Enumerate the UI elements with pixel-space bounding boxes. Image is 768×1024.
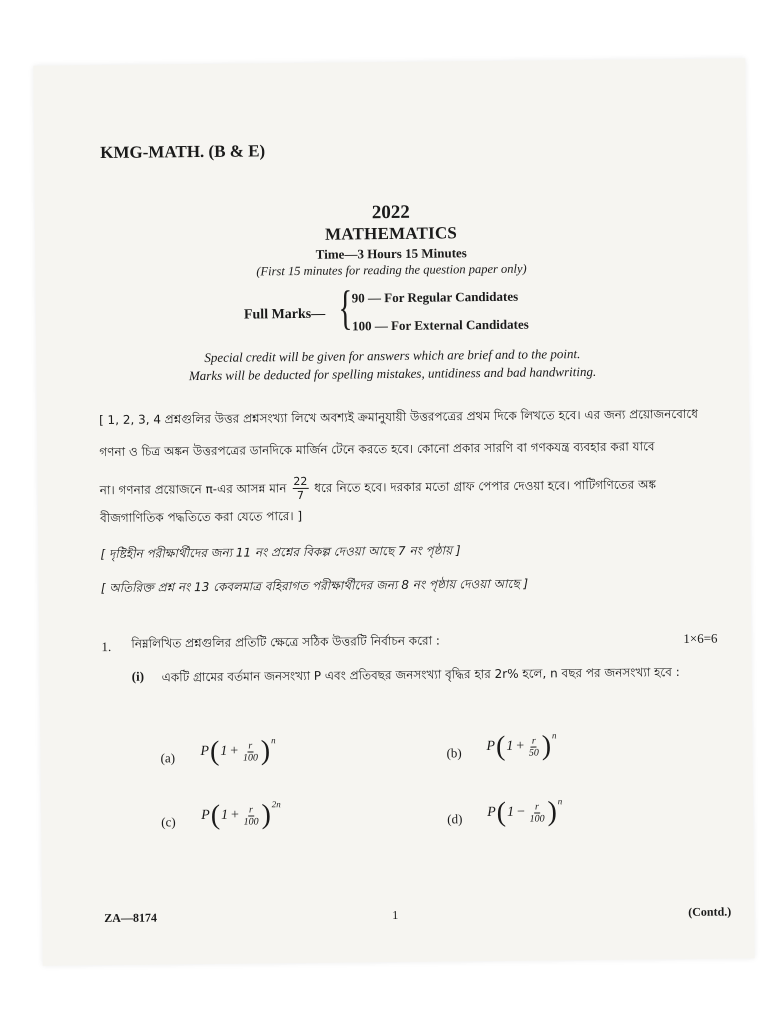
fraction-denominator: 100 xyxy=(242,751,258,764)
option-b-formula xyxy=(486,732,556,761)
formula-one: 1 xyxy=(506,804,515,820)
instruction-line-3-end: ধরে নিতে হবে। দরকার মতো গ্রাফ পেপার দেওয়া হবে। পাটিগণিতের অঙ্ক xyxy=(314,477,657,496)
instruction-line-1: [ 1, 2, 3, 4 প্রশ্নগুলির উত্তর প্রশ্নসংখ্যা লিখে অবশ্যই ক্রমানুযায়ী উত্তরপত্রের প্রথম দিকে লিখতে হবে। এর জন্য প্রয়োজনবোধে xyxy=(98,406,698,428)
full-marks-label: Full Marks— xyxy=(243,306,326,323)
paren-close: ) xyxy=(261,799,271,831)
instruction-line-2: গণনা ও চিত্র অঙ্কন উত্তরপত্রের ডানদিকে মার্জিন টেনে করতে হবে। কোনো প্রকার সারণি বা গণকযন্ত্র ব্যবহার করা যাবে xyxy=(99,439,655,460)
external-candidates-note: [ অতিরিক্ত প্রশ্ন নং 13 কেবলমাত্র বহিরাগত পরীক্ষার্থীদের জন্য 8 নং পৃষ্ঠায় দেওয়া আছে ] xyxy=(100,576,529,596)
full-marks-regular: 90 — For Regular Candidates xyxy=(351,288,519,306)
pi-numerator: 22 xyxy=(293,474,308,489)
formula-fraction xyxy=(243,740,258,763)
paren-close: ) xyxy=(541,730,552,762)
paren-open: ( xyxy=(209,735,220,767)
instruction-line-3 xyxy=(100,470,740,504)
full-marks-external: 100 — For External Candidates xyxy=(351,316,529,334)
question-number: 1. xyxy=(101,638,112,655)
fraction-denominator: 100 xyxy=(243,815,259,828)
blind-candidates-note: [ দৃষ্টিহীন পরীক্ষার্থীদের জন্য 11 নং প্রশ্নের বিকল্প দেওয়া আছে 7 নং পৃষ্ঠায় ] xyxy=(100,543,461,562)
paren-close: ) xyxy=(260,735,271,767)
exam-year: 2022 xyxy=(371,201,410,224)
instruction-line-3-start: না। গণনার প্রয়োজনে π-এর আসন্ন মান xyxy=(99,481,287,498)
deduction-notice: Marks will be deducted for spelling mistakes, untidiness and bad handwriting. xyxy=(188,363,597,384)
subquestion-text: একটি গ্রামের বর্তমান জনসংখ্যা P এবং প্রতিবছর জনসংখ্যা বৃদ্ধির হার 2r% হলে, n বছর পর জনসংখ্যা হবে : xyxy=(161,665,680,685)
subquestion-number: (i) xyxy=(131,668,145,684)
footer-paper-code: ZA—8174 xyxy=(104,910,157,926)
option-c-formula xyxy=(201,801,281,830)
paren-open: ( xyxy=(496,796,507,828)
paren-open: ( xyxy=(495,730,506,762)
formula-fraction xyxy=(529,735,539,758)
continued-label: (Contd.) xyxy=(688,904,732,919)
paren-close: ) xyxy=(547,796,557,828)
paren-open: ( xyxy=(210,799,221,831)
time-allowed: Time—3 Hours 15 Minutes xyxy=(315,245,467,262)
formula-p: P xyxy=(201,807,210,824)
full-marks-brace: { xyxy=(338,281,353,335)
formula-one: 1 xyxy=(220,807,229,823)
formula-sign: − xyxy=(515,804,526,820)
formula-p: P xyxy=(487,804,496,821)
option-a-formula xyxy=(200,737,275,766)
formula-sign: + xyxy=(515,738,525,754)
formula-p: P xyxy=(486,738,496,755)
question-marks: 1×6=6 xyxy=(683,630,718,646)
option-d-label: (d) xyxy=(447,811,463,827)
option-a-label: (a) xyxy=(160,750,176,766)
instruction-line-4: বীজগাণিতিক পদ্ধতিতে করা যেতে পারে। ] xyxy=(99,508,303,526)
option-d-formula xyxy=(487,798,562,827)
formula-one: 1 xyxy=(506,738,514,754)
paper-code: KMG-MATH. (B & E) xyxy=(100,141,266,163)
fraction-numerator: r xyxy=(531,735,536,747)
exam-paper xyxy=(33,58,754,965)
subject-title: MATHEMATICS xyxy=(325,223,458,244)
formula-one: 1 xyxy=(220,743,228,759)
pi-denominator: 7 xyxy=(296,489,305,503)
fraction-numerator: r xyxy=(248,803,253,816)
option-b-label: (b) xyxy=(446,745,462,761)
fraction-denominator: 100 xyxy=(529,812,545,825)
formula-exponent: n xyxy=(271,735,276,746)
formula-exponent: n xyxy=(551,730,557,741)
formula-sign: + xyxy=(229,743,239,759)
formula-p: P xyxy=(200,743,210,760)
page-number: 1 xyxy=(392,907,399,923)
reading-time-note: (First 15 minutes for reading the question paper only) xyxy=(256,261,527,279)
formula-sign: + xyxy=(229,807,240,823)
formula-exponent: 2n xyxy=(271,799,281,810)
formula-exponent: n xyxy=(557,796,563,807)
option-c-label: (c) xyxy=(161,814,176,830)
fraction-numerator: r xyxy=(248,739,253,752)
fraction-denominator: 50 xyxy=(528,746,539,759)
special-credit-notice: Special credit will be given for answers which are brief and to the point. xyxy=(204,346,581,365)
formula-fraction xyxy=(243,804,258,827)
pi-approx-fraction xyxy=(292,475,308,503)
question-text: নিম্নলিখিত প্রশ্নগুলির প্রতিটি ক্ষেত্রে সঠিক উত্তরটি নির্বাচন করো : xyxy=(131,633,440,651)
formula-fraction xyxy=(529,801,544,824)
fraction-numerator: r xyxy=(534,800,539,813)
